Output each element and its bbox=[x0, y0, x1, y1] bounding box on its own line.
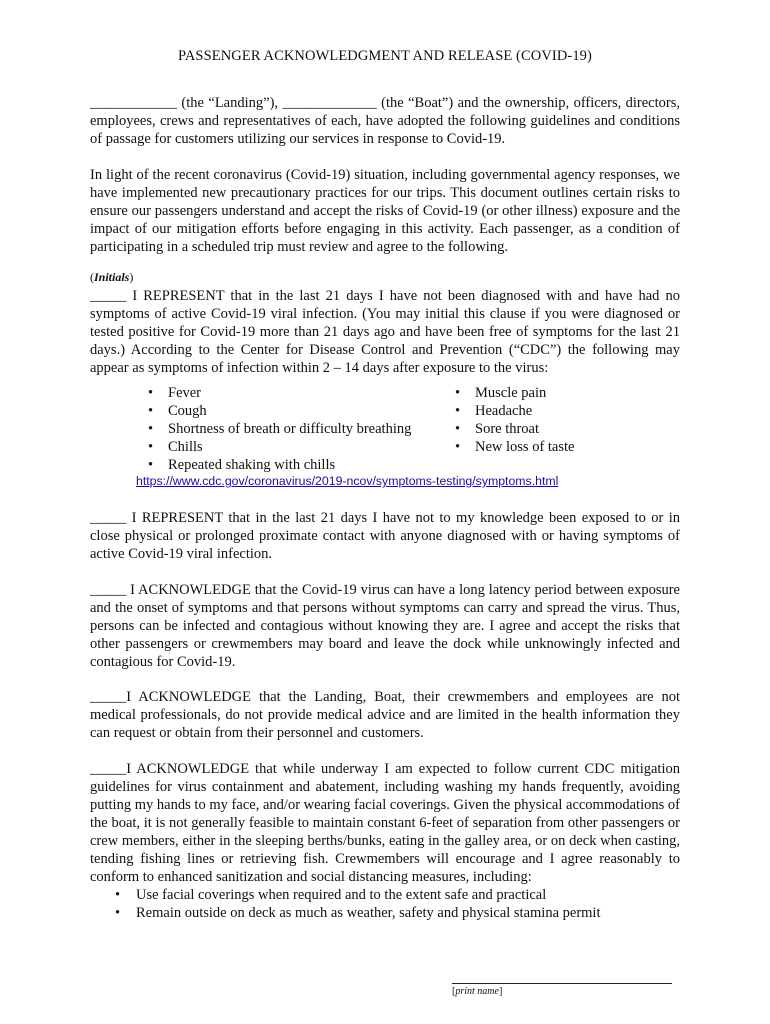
initials-heading: (Initials) bbox=[90, 270, 134, 284]
print-name-label: print name bbox=[455, 986, 499, 997]
acknowledge-not-medical-clause: _____I ACKNOWLEDGE that the Landing, Boat, their crewmembers and employees are not medical professionals, do not provide medical advice and are limited in the health information they can request or obtain from their personnel and customers. bbox=[90, 689, 680, 741]
document-title: PASSENGER ACKNOWLEDGMENT AND RELEASE (COVID-19) bbox=[178, 48, 592, 64]
symptoms-list-right bbox=[455, 384, 574, 456]
mitigation-measures-list bbox=[115, 886, 601, 922]
print-name-line[interactable] bbox=[452, 983, 672, 984]
symptom-item: • New loss of taste bbox=[455, 438, 574, 456]
symptom-item: • Cough bbox=[148, 402, 411, 420]
initials-label: Initials bbox=[94, 270, 130, 284]
symptom-item: • Repeated shaking with chills bbox=[148, 456, 411, 474]
covid-situation-paragraph: In light of the recent coronavirus (Covid-19) situation, including governmental agency responses, we have implemented new precautionary practices for our trips. This document outlines certain risks to ensure our passengers understand and accept the risks of Covid-19 (or other illness) exposure and the impact of our mitigation efforts before engaging in this activity. Each passenger, as a condition of participating in a scheduled trip must review and agree to the following. bbox=[90, 167, 680, 255]
cdc-symptoms-link[interactable]: https://www.cdc.gov/coronavirus/2019-ncov/symptoms-testing/symptoms.html bbox=[136, 474, 559, 488]
print-name-caption: [print name] bbox=[452, 986, 503, 997]
represent-no-exposure-clause: _____ I REPRESENT that in the last 21 days I have not to my knowledge been exposed to or in close physical or prolonged proximate contact with anyone diagnosed with or having symptoms of active Covid-19 viral infection. bbox=[90, 510, 680, 562]
symptoms-list-left bbox=[148, 384, 411, 474]
symptom-item: • Sore throat bbox=[455, 420, 574, 438]
symptom-item: • Headache bbox=[455, 402, 574, 420]
acknowledge-cdc-guidelines-clause: _____I ACKNOWLEDGE that while underway I am expected to follow current CDC mitigation guidelines for virus containment and abatement, including washing my hands frequently, avoiding putting my hands to my face, and/or wearing facial coverings. Given the physical accommodations of the boat, it is not generally feasible to maintain constant 6-feet of separation from other passengers or crew members, either in the sleeping berths/bunks, eating in the galley area, or on deck when casting, tending fishing lines or retrieving fish. Crewmembers will encourage and I agree reasonably to conform to enhanced sanitization and social distancing measures, including: bbox=[90, 761, 680, 885]
symptom-item: • Fever bbox=[148, 384, 411, 402]
symptom-item: • Muscle pain bbox=[455, 384, 574, 402]
represent-no-diagnosis-clause: _____ I REPRESENT that in the last 21 days I have not been diagnosed with and have had no symptoms of active Covid-19 viral infection. (You may initial this clause if you were diagnosed or tested positive for Covid-19 more than 21 days ago and have been free of symptoms for the last 21 days.) According to the Center for Disease Control and Prevention (“CDC”) the following may appear as symptoms of infection within 2 – 14 days after exposure to the virus: bbox=[90, 288, 680, 376]
symptom-item: • Shortness of breath or difficulty breathing bbox=[148, 420, 411, 438]
measure-item: • Remain outside on deck as much as weather, safety and physical stamina permit bbox=[115, 904, 601, 922]
measure-item: • Use facial coverings when required and to the extent safe and practical bbox=[115, 886, 601, 904]
intro-paragraph: ____________ (the “Landing”), _____________ (the “Boat”) and the ownership, officers, directors, employees, crews and representatives of each, have adopted the following guidelines and conditions of passage for customers utilizing our services in response to Covid-19. bbox=[90, 95, 680, 147]
acknowledge-latency-clause: _____ I ACKNOWLEDGE that the Covid-19 virus can have a long latency period between exposure and the onset of symptoms and that persons without symptoms can carry and spread the virus. Thus, persons can be infected and contagious without knowing they are. I agree and accept the risks that other passengers or crewmembers may board and leave the dock while unknowingly infected and contagious for Covid-19. bbox=[90, 582, 680, 670]
symptom-item: • Chills bbox=[148, 438, 411, 456]
